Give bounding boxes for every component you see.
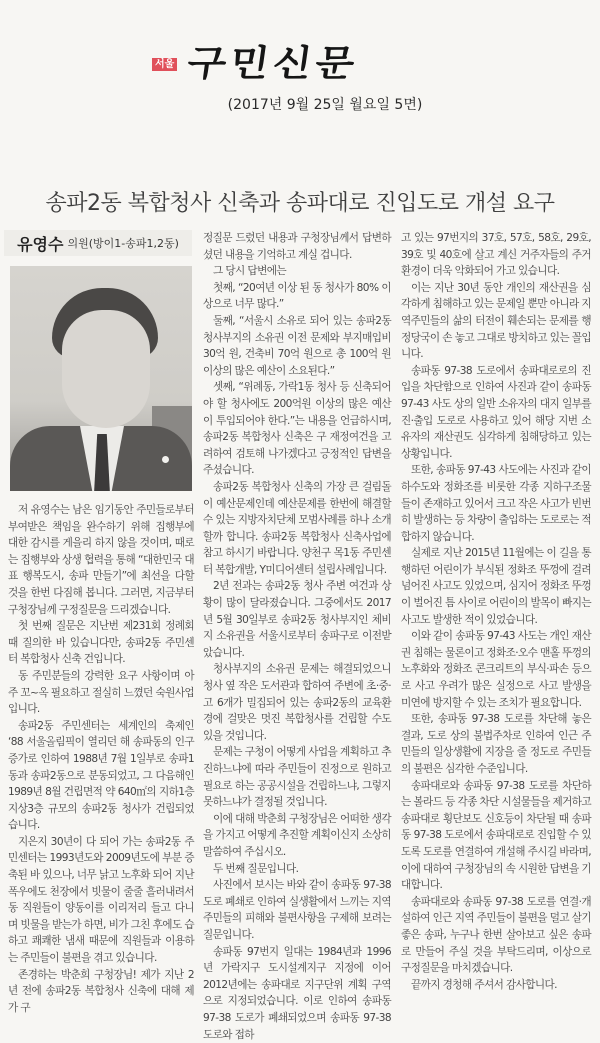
paragraph: 지은지 30년이 다 되어 가는 송파2동 주민센터는 1993년도와 2009년도에 부분 증축된 바 있으나, 너무 낡고 노후화 되어 지난 폭우에도 천장에서 빗물이 줄줄 흘러내려서 동 직원들이 양동이를 이리저리 들고 다니며 빗물을 받는가 하면, 비가 그친 후에도 습하고 쾌쾌한 냄새 때문에 직원들과 이용하는 주민들이 불편을 겪고 있습니다. (8, 835, 194, 965)
paragraph: 저 유영수는 남은 임기동안 주민들로부터 부여받은 책임을 완수하기 위해 집행부에 대한 감시를 게을리 하지 않을 것이며, 때로는 집행부와 상생 협력을 통해 “대한민국 대표 행복도시, 송파 만들기”에 최선을 다할 것을 한번 다짐해 봅니다. 그러면, 지금부터 구청장님께 구정질문을 드리겠습니다. (8, 504, 194, 616)
author-photo (10, 266, 192, 491)
paragraph: 동 주민분들의 강력한 요구 사항이며 아주 꼬~옥 필요하고 절실히 느꼈던 숙원사업입니다. (8, 669, 194, 716)
paragraph: 셋째, “위례동, 가락1동 청사 등 신축되어야 할 청사에도 200억원 이상의 많은 예산이 투입되어야 한다.”는 내용을 언급하시며, 송파2동 복합청사 신축은 구 재정여건을 고려하여 검토해 나가겠다고 긍정적인 답변을 주셨습니다. (203, 381, 391, 477)
paragraph: 송파대로와 송파동 97-38 도로를 차단하는 볼라드 등 각종 차단 시설물들을 제거하고 송파대로 횡단보도 신호등이 차단될 때 송파동 97-38 도로에서 송파대로로 진입할 수 있도록 도로를 연결하여 개설해 주시길 바라며, 이에 대하여 구청장님의 속 시원한 답변을 기대합니다. (401, 779, 592, 892)
article-headline: 송파2동 복합청사 신축과 송파대로 진입도로 개설 요구 (45, 191, 555, 216)
byline (4, 230, 192, 256)
masthead (0, 18, 600, 85)
paragraph: 송파동 97번지 일대는 1984년과 1996년 가락지구 도시설계지구 지정에 이어 2012년에는 송파대로 지구단위 계획 구역으로 지정되었습니다. 이로 인하여 송파동 97-38 도로가 폐쇄되었으며 송파동 97-38 도로와 접하 (203, 945, 391, 1041)
article-column-2 (203, 230, 391, 1043)
paragraph: 고 있는 97번지의 37호, 57호, 58호, 29호, 39호 및 40호에 살고 계신 거주자들의 주거환경이 더욱 악화되어 가고 있습니다. (401, 232, 591, 278)
photo-face (62, 310, 150, 428)
article-column-3 (401, 230, 591, 993)
paragraph: 둘째, “서울시 소유로 되어 있는 송파2동 청사부지의 소유권 이전 문제와 부지매입비 30억 원, 건축비 70억 원으로 총 100억 원 이상의 많은 예산이 소요된다.” (203, 314, 391, 377)
paragraph: 또한, 송파동 97-38 도로를 차단해 놓은 결과, 도로 상의 불법주차로 인하여 인근 주민들의 일상생활에 지장을 줄 정도로 주민들의 불편은 심각한 수준입니다. (401, 713, 591, 775)
author-name: 유영수 (17, 234, 64, 254)
paragraph: 또한, 송파동 97-43 사도에는 사진과 같이 하수도와 정화조를 비롯한 각종 지하구조물들이 존재하고 있어서 크고 작은 사고가 빈번히 발생하는 등 차량이 출입하는 도로로는 적합하지 않습니다. (401, 464, 592, 543)
lapel-pin-icon (162, 456, 169, 463)
paragraph: 문제는 구청이 어떻게 사업을 계획하고 추진하느냐에 따라 주민들이 진정으로 원하고 필요로 하는 공공시설을 건립하느냐, 그렇지 못하느냐가 결정될 것입니다. (203, 746, 391, 809)
paragraph: 이와 같이 송파동 97-43 사도는 개인 재산권 침해는 물론이고 정화조·오수 맨홀 뚜껑의 노후화와 정화조 콘크리트의 부식·파손 등으로 사고 우려가 많은 실정으로 사고 발생을 미연에 방지할 수 있는 조치가 필요합니다. (401, 630, 592, 709)
paragraph: 이는 지난 30년 동안 개인의 재산권을 심각하게 침해하고 있는 문제일 뿐만 아니라 지역주민들의 삶의 터전이 훼손되는 문제를 행정당국이 손 놓고 그대로 방치하고 있는 꼴입니다. (401, 281, 592, 361)
paragraph: 송파동 97-38 도로에서 송파대로로의 진입을 차단함으로 인하여 사진과 같이 송파동 97-43 사도 상의 일반 소유자의 대지 일부를 진·출입 도로로 사용하고 있어 해당 지번 소유자의 재산권도 심각하게 침해당하고 있는 상황입니다. (401, 364, 591, 460)
paragraph: 첫 번째 질문은 지난번 제231회 정례회 때 질의한 바 있습니다만, 송파2동 주민센터 복합청사 신축 건입니다. (8, 620, 194, 666)
paragraph: 끝까지 경청해 주셔서 감사합니다. (411, 978, 557, 991)
article-column-1 (8, 502, 194, 1016)
paragraph: 두 번째 질문입니다. (213, 862, 299, 875)
paragraph: 실제로 지난 2015년 11월에는 이 길을 통행하던 어린이가 부식된 정화조 뚜껑에 걸려 넘어진 사고도 있었으며, 심지어 정화조 뚜껑이 벌어진 틈 사이로 어린이의 발목이 빠지는 사고도 발생한 적이 있었습니다. (401, 547, 592, 626)
paragraph: 송파2동 주민센터는 세계인의 축제인 ‘88 서울올림픽이 열리던 해 송파동의 인구증가로 인하여 1988년 7월 1일부로 송파1동과 송파2동으로 분동되었고, 그 다음해인 1989년 8월 건립면적 약 640㎡의 지하1층 지상3층 규모의 송파2동 청사가 건립되었습니다. (8, 719, 194, 832)
paragraph: 청사부지의 소유권 문제는 해결되었으니 청사 옆 작은 도서관과 합하여 주변에 초·중·고 6개가 밀집되어 있는 송파2동의 교육환경에 걸맞은 멋진 복합청사를 건립할 수도 있을 것입니다. (203, 663, 391, 742)
publication-date: (2017년 9월 25일 월요일 5면) (227, 97, 423, 113)
paragraph: 송파2동 복합청사 신축의 가장 큰 걸림돌이 예산문제인데 예산문제를 한번에 해결할 수 있는 지방자치단체 모범사례를 하나 소개할까 합니다. 송파2동 복합청사 신축사업에 참고 하시기 바랍니다. 양천구 목1동 주민센터 복합개발, Y미디어센터 설립사례입니다. (203, 480, 391, 576)
paragraph: 첫째, “20여년 이상 된 동 청사가 80% 이상으로 너무 많다.” (203, 281, 391, 311)
paragraph: 사진에서 보시는 바와 같이 송파동 97-38 도로 폐쇄로 인하여 실생활에서 느끼는 지역주민들의 피해와 불편사항을 구제해 보려는 질문입니다. (203, 879, 391, 941)
paragraph: 그 당시 답변에는 (213, 265, 286, 278)
newspaper-logo: 구민신문 (184, 42, 362, 85)
author-title: 의원(방이1-송파1,2동) (67, 237, 179, 250)
paragraph: 송파대로와 송파동 97-38 도로를 연결·개설하여 인근 지역 주민들이 불편을 덜고 살기좋은 송파, 누구나 한번 살아보고 싶은 송파로 만들어 주실 것을 부탁드리며, 이상으로 구정질문을 마치겠습니다. (401, 895, 592, 975)
paragraph: 2년 전과는 송파2동 청사 주변 여건과 상황이 많이 달라졌습니다. 그중에서도 2017년 5월 30일부로 송파2동 청사부지인 체비지 소유권을 서울시로부터 송파구로 이전받았습니다. (203, 580, 391, 659)
paragraph: 정질문 드렸던 내용과 구청장님께서 답변하셨던 내용을 기억하고 계실 겁니다. (203, 232, 391, 261)
paragraph: 존경하는 박춘희 구청장님! 제가 지난 2년 전에 송파2동 복합청사 신축에 대해 제가 구 (8, 968, 194, 1014)
region-badge: 서울 (152, 58, 177, 71)
paragraph: 이에 대해 박춘희 구청장님은 어떠한 생각을 가지고 어떻게 추진할 계획이신지 소상히 말씀하여 주십시오. (203, 812, 391, 858)
